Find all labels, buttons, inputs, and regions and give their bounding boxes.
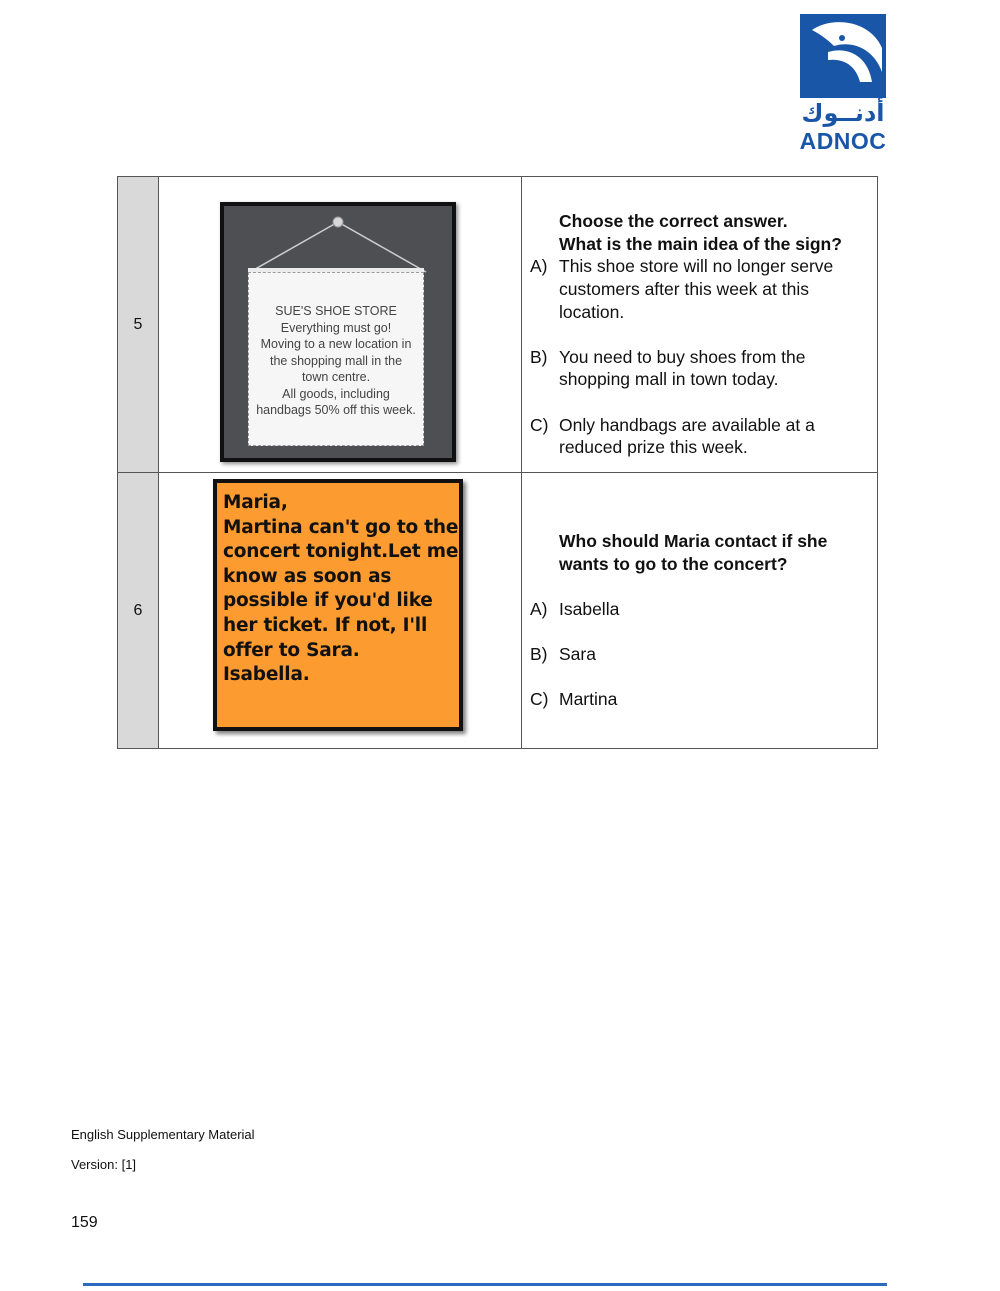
logo-arabic: أدنــوك <box>801 99 885 127</box>
sign-line: All goods, including <box>282 386 390 401</box>
note-line: know as soon as <box>223 565 392 587</box>
footer-title: English Supplementary Material <box>71 1127 255 1142</box>
answer-option-b[interactable] <box>530 346 867 391</box>
sign-line: handbags 50% off this week. <box>256 403 416 417</box>
option-letter: B) <box>530 644 548 665</box>
question-number: 5 <box>118 177 159 473</box>
option-letter: C) <box>530 689 549 710</box>
question-title: Who should Maria contact if she <box>559 531 828 552</box>
question-number: 6 <box>118 473 159 749</box>
sign-line: town centre. <box>301 370 371 384</box>
page-number: 159 <box>71 1214 98 1231</box>
question-text-cell <box>522 177 878 473</box>
option-text: Sara <box>559 644 596 665</box>
logo-english: ADNOC <box>799 128 887 154</box>
note-line: Isabella. <box>223 664 310 686</box>
footer-version: Version: [1] <box>71 1157 137 1172</box>
question-title: Choose the correct answer. <box>559 211 788 232</box>
option-letter: A) <box>530 256 548 277</box>
option-letter: B) <box>530 346 548 367</box>
note-line: her ticket. If not, I'll <box>223 614 428 636</box>
sign-text <box>249 303 423 419</box>
shoe-store-sign-image <box>220 202 456 462</box>
note-line: Martina can't go to the <box>223 516 459 538</box>
question-title: wants to go to the concert? <box>559 553 788 574</box>
sign-hanger-icon <box>224 206 452 276</box>
question-image-cell <box>159 177 522 473</box>
option-letter: A) <box>530 598 548 619</box>
answer-option-a[interactable] <box>530 255 867 323</box>
option-text: This shoe store will no longer serve customers after this week at this location. <box>559 256 834 322</box>
option-text: You need to buy shoes from the shopping mall in town today. <box>559 346 806 390</box>
question-row-6 <box>118 473 878 749</box>
question-row-5 <box>118 177 878 473</box>
answer-option-c[interactable] <box>530 414 867 459</box>
question-image-cell <box>159 473 522 749</box>
option-text: Martina <box>559 689 618 710</box>
falcon-icon <box>798 12 888 100</box>
note-line: offer to Sara. <box>223 639 360 661</box>
note-text <box>223 491 459 688</box>
answer-option-a[interactable] <box>530 598 867 621</box>
question-title: What is the main idea of the sign? <box>559 233 842 254</box>
sign-line: SUE'S SHOE STORE <box>275 304 397 318</box>
note-line: possible if you'd like <box>223 590 433 612</box>
footer-rule <box>83 1283 887 1286</box>
option-text: Only handbags are available at a reduced prize this week. <box>559 414 815 458</box>
note-line: concert tonight.Let me <box>223 541 459 563</box>
note-line: Maria, <box>223 492 288 513</box>
answer-option-b[interactable] <box>530 643 867 666</box>
sign-line: Moving to a new location in <box>260 337 412 351</box>
sign-line: the shopping mall in the <box>269 353 403 368</box>
answer-option-c[interactable] <box>530 688 867 711</box>
question-text-cell <box>522 473 878 749</box>
questions-table <box>117 176 878 749</box>
sign-card <box>248 272 424 446</box>
adnoc-logo <box>798 12 888 152</box>
option-letter: C) <box>530 414 549 435</box>
option-text: Isabella <box>559 598 620 619</box>
sign-line: Everything must go! <box>280 320 392 335</box>
concert-note-image <box>213 479 463 731</box>
